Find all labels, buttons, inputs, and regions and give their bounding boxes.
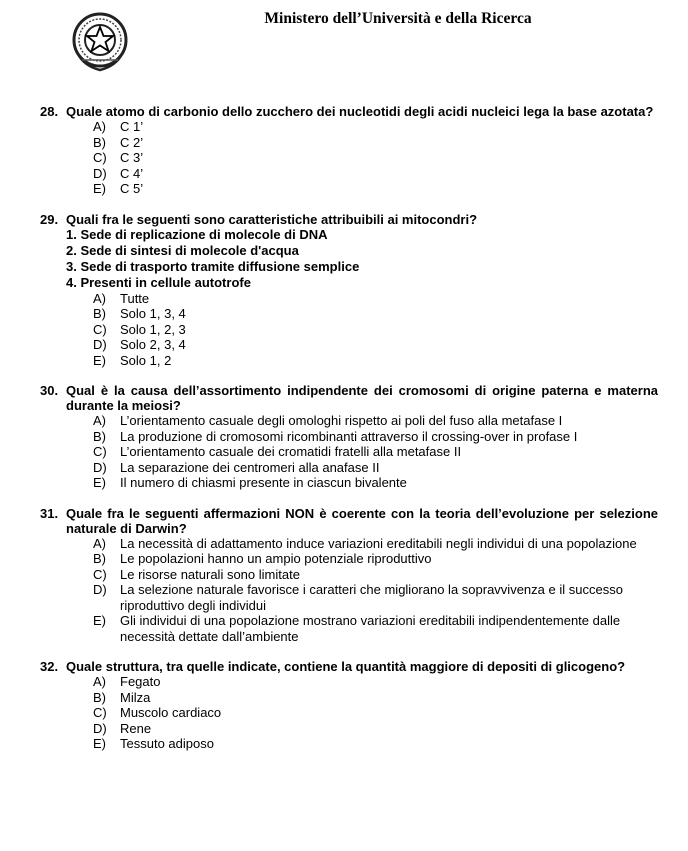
answer-option <box>93 444 658 460</box>
option-text: Solo 2, 3, 4 <box>120 337 186 352</box>
answer-option <box>93 353 658 369</box>
option-text: Solo 1, 2, 3 <box>120 321 186 337</box>
option-text: Solo 1, 3, 4 <box>120 306 186 321</box>
answer-option <box>93 674 658 690</box>
answer-option <box>93 119 658 135</box>
question-header <box>40 383 658 413</box>
option-letter: A) <box>93 290 106 306</box>
option-letter: E) <box>93 475 106 490</box>
question-header <box>40 506 658 536</box>
question-number: 30. <box>40 383 59 398</box>
option-text: Milza <box>120 689 151 705</box>
option-letter: D) <box>93 720 107 736</box>
answer-option <box>93 181 658 197</box>
statement-item: 1. Sede di replicazione di molecole di DNA <box>66 226 328 242</box>
option-letter: A) <box>93 119 106 134</box>
question-header <box>40 104 658 119</box>
statement-item: 4. Presenti in cellule autotrofe <box>66 274 251 290</box>
option-text: La necessità di adattamento induce variazioni ereditabili negli individui di una popolazione <box>120 535 637 551</box>
question-text: Quale fra le seguenti affermazioni NON è coerente con la teoria dell’evoluzione per selezione naturale di Darwin? <box>66 505 658 536</box>
option-text: L’orientamento casuale dei cromatidi fratelli alla metafase II <box>120 444 462 459</box>
option-text: Tutte <box>120 290 150 306</box>
option-text: La produzione di cromosomi ricombinanti attraverso il crossing-over in profase I <box>120 428 578 444</box>
option-text: La selezione naturale favorisce i caratteri che migliorano la sopravvivenza e il successo riproduttivo degli individui <box>120 582 623 613</box>
option-text: Tessuto adiposo <box>120 736 214 751</box>
question-header <box>40 212 658 227</box>
option-text: C 5’ <box>120 181 144 196</box>
option-letter: C) <box>93 150 107 165</box>
option-text: Fegato <box>120 674 161 689</box>
answer-option <box>93 582 658 613</box>
answer-option <box>93 429 658 445</box>
option-letter: C) <box>93 705 107 720</box>
option-letter: D) <box>93 582 107 597</box>
option-letter: A) <box>93 674 106 689</box>
option-letter: B) <box>93 551 106 566</box>
answer-options <box>93 291 658 369</box>
question-header <box>40 659 658 674</box>
option-letter: C) <box>93 566 107 582</box>
answer-options <box>93 413 658 491</box>
question-text: Quali fra le seguenti sono caratteristiche attribuibili ai mitocondri? <box>66 211 478 227</box>
option-letter: C) <box>93 444 107 459</box>
option-letter: C) <box>93 321 107 337</box>
answer-option <box>93 475 658 491</box>
option-letter: A) <box>93 413 106 428</box>
option-letter: E) <box>93 736 106 751</box>
option-text: Muscolo cardiaco <box>120 705 222 720</box>
answer-option <box>93 306 658 322</box>
option-letter: D) <box>93 337 107 352</box>
page-header <box>0 0 688 80</box>
question-number: 31. <box>40 505 59 521</box>
question-number: 28. <box>40 104 59 119</box>
option-letter: E) <box>93 352 106 368</box>
answer-option <box>93 150 658 166</box>
option-text: Solo 1, 2 <box>120 352 172 368</box>
option-letter: B) <box>93 306 106 321</box>
option-text: L’orientamento casuale degli omologhi rispetto ai poli del fuso alla metafase I <box>120 413 563 428</box>
answer-option <box>93 721 658 737</box>
answer-options <box>93 536 658 645</box>
question-list <box>40 104 658 767</box>
statement-item: 3. Sede di trasporto tramite diffusione semplice <box>66 258 360 274</box>
italian-republic-emblem-icon <box>70 10 130 74</box>
option-text: Le risorse naturali sono limitate <box>120 566 300 582</box>
question-number: 32. <box>40 659 59 674</box>
option-letter: B) <box>93 689 106 705</box>
option-text: C 4’ <box>120 165 144 181</box>
answer-option <box>93 166 658 182</box>
answer-option <box>93 337 658 353</box>
answer-option <box>93 413 658 429</box>
option-text: Il numero di chiasmi presente in ciascun bivalente <box>120 475 407 490</box>
option-letter: A) <box>93 535 106 551</box>
answer-option <box>93 460 658 476</box>
answer-option <box>93 705 658 721</box>
option-text: La separazione dei centromeri alla anafase II <box>120 459 380 475</box>
option-letter: E) <box>93 181 106 196</box>
option-text: Le popolazioni hanno un ampio potenziale riproduttivo <box>120 551 432 566</box>
question-text: Quale struttura, tra quelle indicate, contiene la quantità maggiore di depositi di glicogeno? <box>66 659 626 674</box>
option-text: C 2’ <box>120 134 144 150</box>
option-letter: B) <box>93 134 106 150</box>
option-letter: D) <box>93 459 107 475</box>
answer-option <box>93 551 658 567</box>
answer-option <box>93 690 658 706</box>
ministry-title: Ministero dell’Università e della Ricerca <box>264 10 532 27</box>
answer-option <box>93 291 658 307</box>
option-text: C 3’ <box>120 150 144 165</box>
question-block <box>40 212 658 369</box>
question-text: Quale atomo di carbonio dello zucchero dei nucleotidi degli acidi nucleici lega la base azotata? <box>66 104 654 119</box>
question-block <box>40 659 658 752</box>
question-block <box>40 383 658 491</box>
option-letter: D) <box>93 165 107 181</box>
answer-options <box>93 119 658 197</box>
answer-option <box>93 536 658 552</box>
answer-option <box>93 613 658 644</box>
option-text: C 1’ <box>120 119 144 134</box>
question-block <box>40 104 658 197</box>
statement-item: 2. Sede di sintesi di molecole d'acqua <box>66 242 299 258</box>
answer-option <box>93 567 658 583</box>
question-text: Qual è la causa dell’assortimento indipendente dei cromosomi di origine paterna e materna durante la meiosi? <box>66 383 658 413</box>
question-number: 29. <box>40 211 59 227</box>
statement-list <box>66 227 658 291</box>
option-letter: B) <box>93 428 106 444</box>
answer-option <box>93 135 658 151</box>
option-text: Rene <box>120 720 152 736</box>
question-block <box>40 506 658 645</box>
option-letter: E) <box>93 613 106 628</box>
answer-option <box>93 736 658 752</box>
answer-options <box>93 674 658 752</box>
answer-option <box>93 322 658 338</box>
option-text: Gli individui di una popolazione mostrano variazioni ereditabili indipendentemente dalle necessità dettate dall’ambiente <box>120 613 621 644</box>
